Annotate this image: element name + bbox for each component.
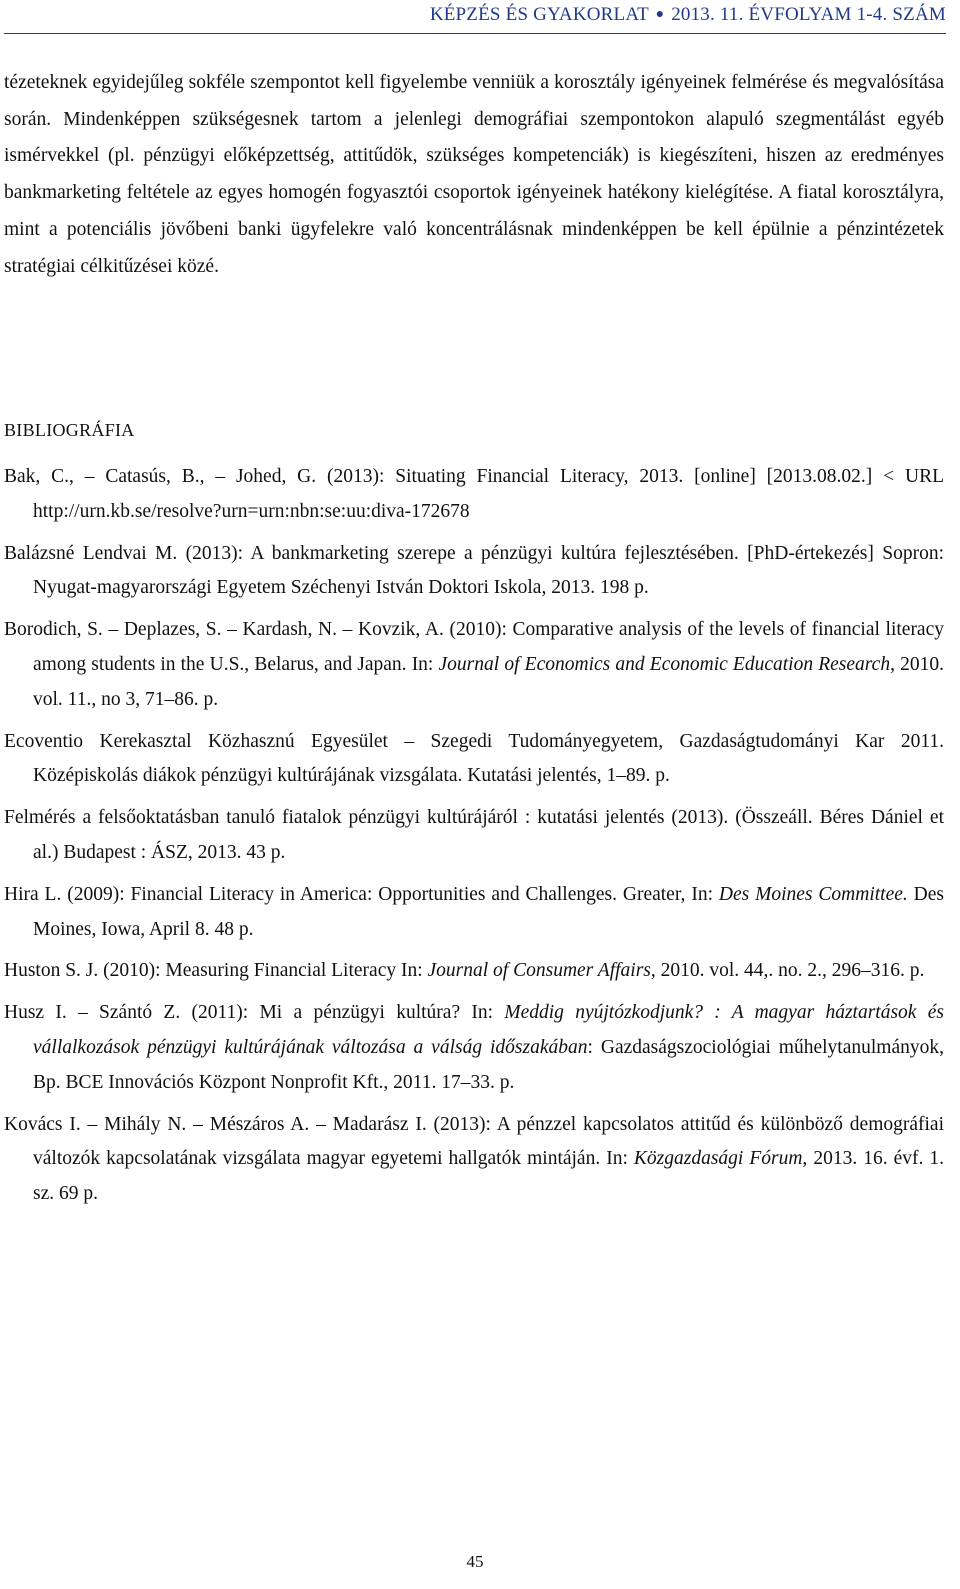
bibliography-heading: BIBLIOGRÁFIA [4,420,135,440]
bibliography-list [4,460,944,1212]
bib-entry-text: Hira L. (2009): Financial Literacy in America: Opportunities and Challenges. Greater, In: [4,883,719,905]
bib-entry-text: Felmérés a felsőoktatásban tanuló fiatalok pénzügyi kultúrájáról : kutatási jelentés (2013). (Összeáll. Béres Dániel et al.) Budapest : ÁSZ, 2013. 43 p. [4,807,944,863]
bib-entry-text: Borodich, S. ‒ Deplazes, S. ‒ Kardash, N. ‒ Kovzik, A. (2010): Comparative analysis of the levels of financial literacy among students in the U.S., Belarus, and Japan. In: [4,619,944,675]
bib-entry [4,613,944,717]
issue-info: 2013. 11. ÉVFOLYAM 1-4. SZÁM [671,4,946,25]
bib-entry [4,996,944,1100]
bib-entry [4,954,944,989]
bib-entry-details: , 2010. vol. 11., no 3, 71‒86. p. [33,653,944,710]
body-text [4,65,944,285]
bib-entry-source: Journal of Consumer Affairs [427,960,651,982]
bib-entry [4,801,944,871]
bib-entry-details: , 2010. vol. 44,. no. 2., 296‒316. p. [650,960,925,982]
bib-entry [4,460,944,530]
bib-entry-source: Meddig nyújtózkodjunk? : A magyar háztartások és vállalkozások pénzügyi kultúrájának változása a válság időszakában [33,1002,944,1058]
bib-entry [4,878,944,948]
bib-entry-text: Kovács I. ‒ Mihály N. ‒ Mészáros A. ‒ Madarász I. (2013): A pénzzel kapcsolatos attitűd és különböző demográfiai változók kapcsolatának vizsgálata magyar egyetemi hallgatók mintáján. In: [4,1113,944,1170]
journal-title: KÉPZÉS ÉS GYAKORLAT [429,4,649,25]
page-number: 45 [466,1552,484,1571]
bib-entry-text: Huston S. J. (2010): Measuring Financial Literacy In: [4,960,428,982]
bib-entry-details: : Gazdaságszociológiai műhelytanulmányok, Bp. BCE Innovációs Központ Nonprofit Kft., 2011. 17‒33. p. [33,1036,944,1093]
bib-entry-source: Journal of Economics and Economic Education Research [438,653,891,675]
bib-entry [4,537,944,607]
bib-entry-details: Des Moines, Iowa, April 8. 48 p. [33,883,945,940]
bib-entry-source: Közgazdasági Fórum, [633,1148,808,1170]
header-rule [4,33,946,34]
bib-entry-text: Bak, C., ‒ Catasús, B., ‒ Johed, G. (2013): Situating Financial Literacy, 2013. [online] [2013.08.02.] < URL http://urn.kb.se/resolve?urn=urn:nbn:se:uu:diva-172678 [4,466,944,522]
bib-entry-source: Des Moines Committee. [718,883,908,905]
bib-entry [4,1108,944,1212]
header-separator-icon: ● [655,7,665,22]
bib-entry-details: 2013. 16. évf. 1. sz. 69 p. [33,1148,944,1205]
bib-entry-text: Husz I. ‒ Szántó Z. (2011): Mi a pénzügyi kultúra? In: [4,1002,505,1024]
bib-entry-text: Ecoventio Kerekasztal Közhasznú Egyesület ‒ Szegedi Tudományegyetem, Gazdaságtudományi Kar 2011. Középiskolás diákok pénzügyi kultúrájának vizsgálata. Kutatási jelentés, 1‒89. p. [4,730,944,787]
bib-entry [4,725,944,795]
running-header [0,4,946,26]
body-paragraph: tézeteknek egyidejűleg sokféle szempontot kell figyelembe venniük a korosztály igényeinek felmérése és megvalósítása során. Mindenképpen szükségesnek tartom a jelenlegi demográfiai szempontokon alapuló szegmentálást egyéb ismérvekkel (pl. pénzügyi előképzettség, attitűdök, szükséges kompetenciák) is kiegészíteni, hiszen az eredményes bankmarketing feltétele az egyes homogén fogyasztói csoportok igényeinek hatékony kielégítése. A fiatal korosztályra, mint a potenciális jövőbeni banki ügyfelekre való koncentrálásnak mindenképpen be kell épülnie a pénzintézetek stratégiai célkitűzései közé. [4,72,944,277]
bib-entry-text: Balázsné Lendvai M. (2013): A bankmarketing szerepe a pénzügyi kultúra fejlesztésében. [PhD-értekezés] Sopron: Nyugat-magyarországi Egyetem Széchenyi István Doktori Iskola, 2013. 198 p. [4,542,944,599]
